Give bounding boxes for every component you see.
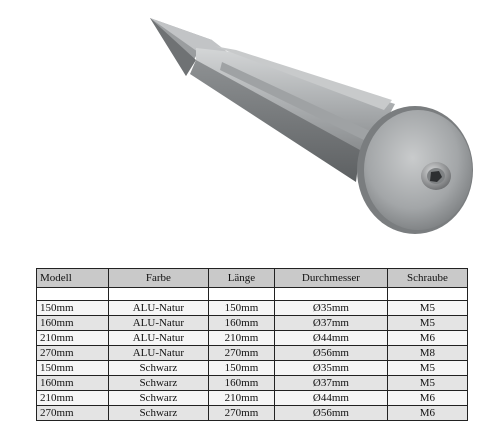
screw-icon bbox=[421, 162, 451, 190]
cell-laenge: 150mm bbox=[208, 301, 274, 316]
cell-schraube: M6 bbox=[387, 331, 467, 346]
cell-farbe: ALU-Natur bbox=[108, 331, 208, 346]
cell-farbe: ALU-Natur bbox=[108, 346, 208, 361]
cell-modell: 150mm bbox=[37, 301, 109, 316]
header-durchmesser: Durchmesser bbox=[275, 269, 388, 288]
cell-laenge: 270mm bbox=[208, 406, 274, 421]
table-row bbox=[37, 346, 468, 361]
spec-table bbox=[36, 268, 468, 421]
cell-schraube: M6 bbox=[387, 406, 467, 421]
cell-schraube: M5 bbox=[387, 316, 467, 331]
cell-farbe: ALU-Natur bbox=[108, 301, 208, 316]
cell-farbe: Schwarz bbox=[108, 391, 208, 406]
cell-schraube: M5 bbox=[387, 361, 467, 376]
cell-laenge: 150mm bbox=[208, 361, 274, 376]
table-spacer-row bbox=[37, 288, 468, 301]
table-row bbox=[37, 406, 468, 421]
table-row bbox=[37, 376, 468, 391]
cell-durchmesser: Ø56mm bbox=[275, 406, 388, 421]
cell-schraube: M5 bbox=[387, 301, 467, 316]
table-row bbox=[37, 391, 468, 406]
table-row bbox=[37, 331, 468, 346]
cell-laenge: 270mm bbox=[208, 346, 274, 361]
table-header-row bbox=[37, 269, 468, 288]
cell-durchmesser: Ø44mm bbox=[275, 331, 388, 346]
mounting-disc bbox=[357, 106, 473, 234]
cell-farbe: Schwarz bbox=[108, 361, 208, 376]
cell-durchmesser: Ø35mm bbox=[275, 361, 388, 376]
cell-laenge: 210mm bbox=[208, 331, 274, 346]
cell-durchmesser: Ø37mm bbox=[275, 376, 388, 391]
cell-schraube: M8 bbox=[387, 346, 467, 361]
cell-durchmesser: Ø56mm bbox=[275, 346, 388, 361]
cell-modell: 210mm bbox=[37, 331, 109, 346]
cell-durchmesser: Ø35mm bbox=[275, 301, 388, 316]
cell-laenge: 160mm bbox=[208, 376, 274, 391]
header-farbe: Farbe bbox=[108, 269, 208, 288]
header-schraube: Schraube bbox=[387, 269, 467, 288]
cell-modell: 160mm bbox=[37, 316, 109, 331]
cell-farbe: Schwarz bbox=[108, 406, 208, 421]
header-modell: Modell bbox=[37, 269, 109, 288]
header-laenge: Länge bbox=[208, 269, 274, 288]
cell-modell: 270mm bbox=[37, 406, 109, 421]
cell-laenge: 210mm bbox=[208, 391, 274, 406]
cell-schraube: M6 bbox=[387, 391, 467, 406]
cell-modell: 270mm bbox=[37, 346, 109, 361]
table-row bbox=[37, 316, 468, 331]
cell-farbe: Schwarz bbox=[108, 376, 208, 391]
cell-durchmesser: Ø37mm bbox=[275, 316, 388, 331]
cell-modell: 160mm bbox=[37, 376, 109, 391]
table-row bbox=[37, 361, 468, 376]
cell-schraube: M5 bbox=[387, 376, 467, 391]
cell-laenge: 160mm bbox=[208, 316, 274, 331]
cell-modell: 150mm bbox=[37, 361, 109, 376]
table-row bbox=[37, 301, 468, 316]
cell-durchmesser: Ø44mm bbox=[275, 391, 388, 406]
cell-farbe: ALU-Natur bbox=[108, 316, 208, 331]
cell-modell: 210mm bbox=[37, 391, 109, 406]
